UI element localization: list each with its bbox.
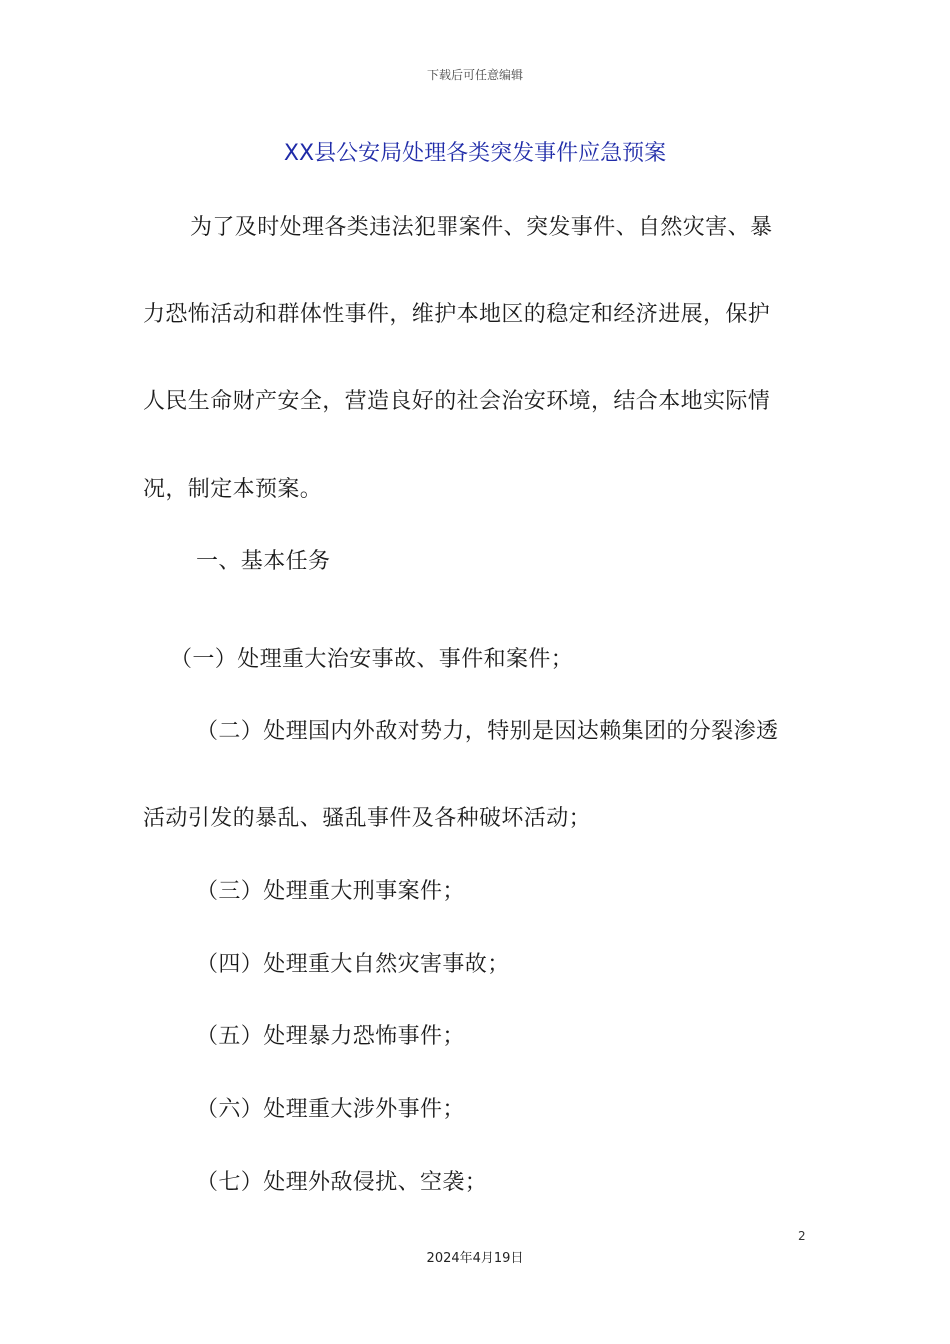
- list-item: （三）处理重大刑事案件；: [196, 879, 465, 904]
- footer-date: 2024年4月19日: [426, 1251, 524, 1266]
- list-item: （二）处理国内外敌对势力，特别是因达赖集团的分裂渗透: [196, 719, 779, 744]
- page-number: 2: [798, 1229, 806, 1243]
- list-item: （一）处理重大治安事故、事件和案件；: [170, 647, 574, 672]
- section-heading: 一、基本任务: [196, 549, 331, 574]
- header-note: 下载后可任意编辑: [426, 68, 523, 82]
- list-item-continuation: 活动引发的暴乱、骚乱事件及各种破坏活动；: [143, 806, 592, 831]
- list-item: （四）处理重大自然灾害事故；: [196, 952, 510, 977]
- list-item: （五）处理暴力恐怖事件；: [196, 1024, 465, 1049]
- intro-line-3: 人民生命财产安全，营造良好的社会治安环境，结合本地实际情: [143, 389, 771, 414]
- list-item: （七）处理外敌侵扰、空袭；: [196, 1170, 488, 1195]
- intro-line-4: 况，制定本预案。: [143, 477, 323, 502]
- list-item: （六）处理重大涉外事件；: [196, 1097, 465, 1122]
- intro-line-2: 力恐怖活动和群体性事件，维护本地区的稳定和经济进展，保护: [143, 302, 771, 327]
- intro-line-1: 为了及时处理各类违法犯罪案件、突发事件、自然灾害、暴: [190, 215, 773, 240]
- document-title: XX县公安局处理各类突发事件应急预案: [283, 141, 667, 166]
